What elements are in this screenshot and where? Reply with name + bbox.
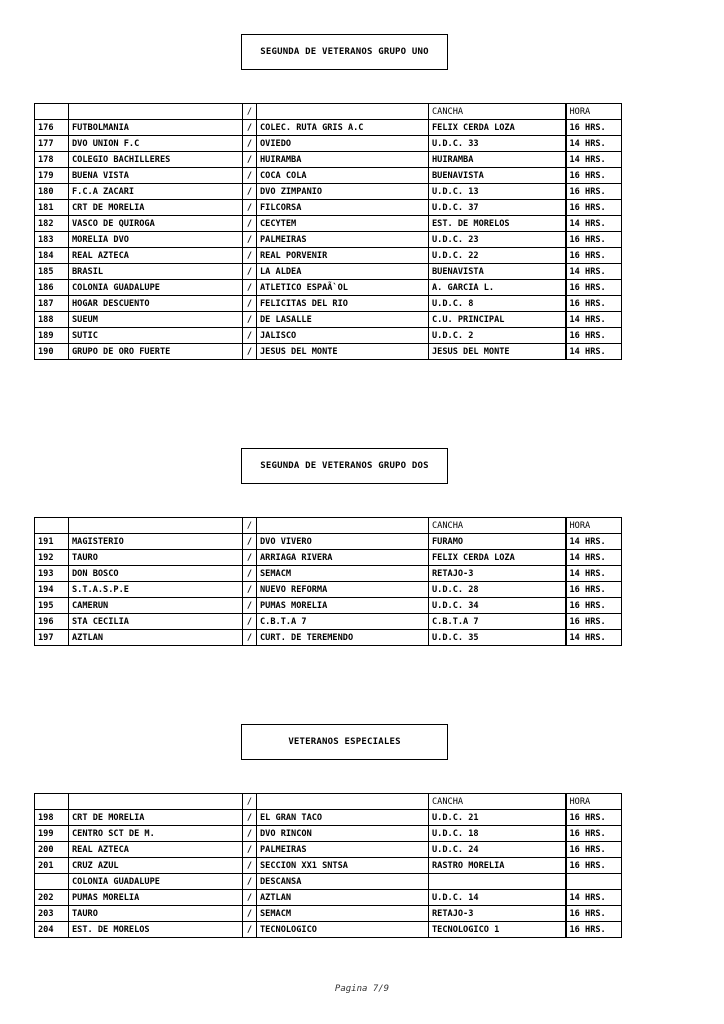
home-team: COLONIA GUADALUPE (69, 874, 243, 890)
away-team: NUEVO REFORMA (257, 582, 429, 598)
time: 16 HRS. (566, 858, 622, 874)
table-row (35, 598, 622, 614)
match-number: 198 (35, 810, 69, 826)
match-number: 202 (35, 890, 69, 906)
table-row (35, 630, 622, 646)
time: 16 HRS. (566, 328, 622, 344)
away-team: REAL PORVENIR (257, 248, 429, 264)
table-row (35, 582, 622, 598)
header-separator: / (243, 794, 257, 810)
time: 16 HRS. (566, 248, 622, 264)
time: 16 HRS. (566, 842, 622, 858)
match-number (35, 874, 69, 890)
match-number: 192 (35, 550, 69, 566)
separator: / (243, 906, 257, 922)
field: FELIX CERDA LOZA (429, 120, 566, 136)
time: 16 HRS. (566, 120, 622, 136)
table-row (35, 534, 622, 550)
separator: / (243, 534, 257, 550)
match-number: 180 (35, 184, 69, 200)
home-team: COLEGIO BACHILLERES (69, 152, 243, 168)
home-team: BRASIL (69, 264, 243, 280)
away-team: COCA COLA (257, 168, 429, 184)
section-title-text: SEGUNDA DE VETERANOS GRUPO DOS (260, 461, 429, 471)
match-number: 204 (35, 922, 69, 938)
header-number (35, 104, 69, 120)
away-team: DESCANSA (257, 874, 429, 890)
field: BUENAVISTA (429, 264, 566, 280)
field: FURAMO (429, 534, 566, 550)
away-team: COLEC. RUTA GRIS A.C (257, 120, 429, 136)
home-team: HOGAR DESCUENTO (69, 296, 243, 312)
away-team: OVIEDO (257, 136, 429, 152)
match-number: 186 (35, 280, 69, 296)
table-row (35, 614, 622, 630)
away-team: LA ALDEA (257, 264, 429, 280)
time: 14 HRS. (566, 264, 622, 280)
field: U.D.C. 18 (429, 826, 566, 842)
table-row (35, 344, 622, 360)
header-cancha: CANCHA (429, 518, 566, 534)
separator: / (243, 152, 257, 168)
table-row (35, 248, 622, 264)
field: HUIRAMBA (429, 152, 566, 168)
header-away (257, 794, 429, 810)
match-number: 178 (35, 152, 69, 168)
field (429, 874, 566, 890)
table-row (35, 810, 622, 826)
time: 16 HRS. (566, 296, 622, 312)
field: U.D.C. 13 (429, 184, 566, 200)
separator: / (243, 614, 257, 630)
match-number: 181 (35, 200, 69, 216)
away-team: JESUS DEL MONTE (257, 344, 429, 360)
field: U.D.C. 22 (429, 248, 566, 264)
away-team: AZTLAN (257, 890, 429, 906)
field: RETAJO-3 (429, 906, 566, 922)
field: U.D.C. 37 (429, 200, 566, 216)
table-row (35, 922, 622, 938)
away-team: SEMACM (257, 566, 429, 582)
page-footer (0, 984, 724, 994)
home-team: CRT DE MORELIA (69, 200, 243, 216)
field: RETAJO-3 (429, 566, 566, 582)
away-team: PALMEIRAS (257, 842, 429, 858)
match-number: 195 (35, 598, 69, 614)
separator: / (243, 858, 257, 874)
home-team: CAMERUN (69, 598, 243, 614)
header-home (69, 518, 243, 534)
match-number: 185 (35, 264, 69, 280)
match-number: 191 (35, 534, 69, 550)
home-team: CRT DE MORELIA (69, 810, 243, 826)
match-number: 194 (35, 582, 69, 598)
time: 14 HRS. (566, 890, 622, 906)
field: U.D.C. 34 (429, 598, 566, 614)
header-hora: HORA (566, 794, 622, 810)
home-team: FUTBOLMANIA (69, 120, 243, 136)
section-title-grupo-uno (241, 34, 448, 70)
time: 14 HRS. (566, 630, 622, 646)
time: 16 HRS. (566, 200, 622, 216)
home-team: CENTRO SCT DE M. (69, 826, 243, 842)
header-away (257, 104, 429, 120)
match-number: 193 (35, 566, 69, 582)
time: 14 HRS. (566, 534, 622, 550)
home-team: VASCO DE QUIROGA (69, 216, 243, 232)
field: RASTRO MORELIA (429, 858, 566, 874)
section-title-grupo-dos (241, 448, 448, 484)
time: 16 HRS. (566, 906, 622, 922)
field: BUENAVISTA (429, 168, 566, 184)
time: 14 HRS. (566, 550, 622, 566)
separator: / (243, 810, 257, 826)
field: FELIX CERDA LOZA (429, 550, 566, 566)
home-team: AZTLAN (69, 630, 243, 646)
match-number: 197 (35, 630, 69, 646)
header-hora: HORA (566, 518, 622, 534)
field: U.D.C. 23 (429, 232, 566, 248)
match-number: 179 (35, 168, 69, 184)
home-team: COLONIA GUADALUPE (69, 280, 243, 296)
home-team: TAURO (69, 550, 243, 566)
away-team: FILCORSA (257, 200, 429, 216)
time: 16 HRS. (566, 280, 622, 296)
home-team: STA CECILIA (69, 614, 243, 630)
time: 16 HRS. (566, 168, 622, 184)
field: U.D.C. 21 (429, 810, 566, 826)
field: A. GARCIA L. (429, 280, 566, 296)
separator: / (243, 922, 257, 938)
home-team: TAURO (69, 906, 243, 922)
home-team: GRUPO DE ORO FUERTE (69, 344, 243, 360)
match-number: 190 (35, 344, 69, 360)
header-separator: / (243, 518, 257, 534)
field: JESUS DEL MONTE (429, 344, 566, 360)
table-row (35, 120, 622, 136)
away-team: HUIRAMBA (257, 152, 429, 168)
time: 16 HRS. (566, 184, 622, 200)
field: U.D.C. 33 (429, 136, 566, 152)
fixtures-table-veteranos-especiales (34, 793, 622, 938)
time: 16 HRS. (566, 232, 622, 248)
away-team: PALMEIRAS (257, 232, 429, 248)
table-row (35, 184, 622, 200)
match-number: 177 (35, 136, 69, 152)
table-header-row (35, 794, 622, 810)
away-team: ATLETICO ESPAÃ`OL (257, 280, 429, 296)
match-number: 187 (35, 296, 69, 312)
home-team: REAL AZTECA (69, 842, 243, 858)
time: 14 HRS. (566, 566, 622, 582)
away-team: CECYTEM (257, 216, 429, 232)
match-number: 176 (35, 120, 69, 136)
table-row (35, 566, 622, 582)
match-number: 188 (35, 312, 69, 328)
separator: / (243, 842, 257, 858)
table-row (35, 874, 622, 890)
table-row (35, 216, 622, 232)
home-team: REAL AZTECA (69, 248, 243, 264)
separator: / (243, 312, 257, 328)
match-number: 200 (35, 842, 69, 858)
table-row (35, 136, 622, 152)
separator: / (243, 566, 257, 582)
away-team: EL GRAN TACO (257, 810, 429, 826)
match-number: 182 (35, 216, 69, 232)
away-team: ARRIAGA RIVERA (257, 550, 429, 566)
separator: / (243, 216, 257, 232)
home-team: DON BOSCO (69, 566, 243, 582)
page-number: Pagina 7/9 (334, 984, 390, 994)
field: C.B.T.A 7 (429, 614, 566, 630)
table-header-row (35, 518, 622, 534)
header-number (35, 794, 69, 810)
field: U.D.C. 28 (429, 582, 566, 598)
table-row (35, 168, 622, 184)
separator: / (243, 550, 257, 566)
home-team: DVO UNION F.C (69, 136, 243, 152)
match-number: 189 (35, 328, 69, 344)
header-cancha: CANCHA (429, 104, 566, 120)
time: 16 HRS. (566, 598, 622, 614)
table-row (35, 152, 622, 168)
match-number: 184 (35, 248, 69, 264)
home-team: EST. DE MORELOS (69, 922, 243, 938)
match-number: 201 (35, 858, 69, 874)
time: 14 HRS. (566, 152, 622, 168)
table-row (35, 550, 622, 566)
separator: / (243, 582, 257, 598)
match-number: 199 (35, 826, 69, 842)
table-row (35, 296, 622, 312)
home-team: PUMAS MORELIA (69, 890, 243, 906)
header-home (69, 794, 243, 810)
away-team: SECCION XX1 SNTSA (257, 858, 429, 874)
time: 16 HRS. (566, 810, 622, 826)
section-title-text: VETERANOS ESPECIALES (288, 737, 401, 747)
away-team: DVO RINCON (257, 826, 429, 842)
field: TECNOLOGICO 1 (429, 922, 566, 938)
time: 16 HRS. (566, 582, 622, 598)
section-title-text: SEGUNDA DE VETERANOS GRUPO UNO (260, 47, 429, 57)
field: U.D.C. 8 (429, 296, 566, 312)
separator: / (243, 136, 257, 152)
away-team: PUMAS MORELIA (257, 598, 429, 614)
away-team: JALISCO (257, 328, 429, 344)
header-number (35, 518, 69, 534)
time: 16 HRS. (566, 614, 622, 630)
home-team: CRUZ AZUL (69, 858, 243, 874)
field: EST. DE MORELOS (429, 216, 566, 232)
home-team: MORELIA DVO (69, 232, 243, 248)
separator: / (243, 280, 257, 296)
table-row (35, 906, 622, 922)
separator: / (243, 120, 257, 136)
separator: / (243, 328, 257, 344)
time: 16 HRS. (566, 826, 622, 842)
away-team: SEMACM (257, 906, 429, 922)
time: 14 HRS. (566, 216, 622, 232)
table-row (35, 232, 622, 248)
home-team: SUTIC (69, 328, 243, 344)
table-row (35, 200, 622, 216)
away-team: TECNOLOGICO (257, 922, 429, 938)
table-row (35, 842, 622, 858)
fixtures-table-grupo-dos (34, 517, 622, 646)
home-team: S.T.A.S.P.E (69, 582, 243, 598)
header-hora: HORA (566, 104, 622, 120)
field: U.D.C. 2 (429, 328, 566, 344)
separator: / (243, 168, 257, 184)
fixtures-table-grupo-uno (34, 103, 622, 360)
table-row (35, 858, 622, 874)
away-team: CURT. DE TEREMENDO (257, 630, 429, 646)
table-row (35, 826, 622, 842)
time: 16 HRS. (566, 922, 622, 938)
match-number: 203 (35, 906, 69, 922)
away-team: DE LASALLE (257, 312, 429, 328)
separator: / (243, 264, 257, 280)
home-team: BUENA VISTA (69, 168, 243, 184)
table-row (35, 890, 622, 906)
header-cancha: CANCHA (429, 794, 566, 810)
table-row (35, 312, 622, 328)
table-row (35, 264, 622, 280)
away-team: DVO VIVERO (257, 534, 429, 550)
separator: / (243, 248, 257, 264)
header-separator: / (243, 104, 257, 120)
time: 14 HRS. (566, 136, 622, 152)
table-header-row (35, 104, 622, 120)
separator: / (243, 630, 257, 646)
separator: / (243, 200, 257, 216)
match-number: 196 (35, 614, 69, 630)
home-team: MAGISTERIO (69, 534, 243, 550)
away-team: FELICITAS DEL RIO (257, 296, 429, 312)
header-away (257, 518, 429, 534)
home-team: F.C.A ZACARI (69, 184, 243, 200)
table-row (35, 328, 622, 344)
time (566, 874, 622, 890)
away-team: DVO ZIMPANIO (257, 184, 429, 200)
field: U.D.C. 14 (429, 890, 566, 906)
field: U.D.C. 35 (429, 630, 566, 646)
time: 14 HRS. (566, 344, 622, 360)
section-title-veteranos-especiales (241, 724, 448, 760)
away-team: C.B.T.A 7 (257, 614, 429, 630)
header-home (69, 104, 243, 120)
separator: / (243, 598, 257, 614)
separator: / (243, 890, 257, 906)
separator: / (243, 826, 257, 842)
separator: / (243, 232, 257, 248)
separator: / (243, 874, 257, 890)
field: U.D.C. 24 (429, 842, 566, 858)
separator: / (243, 344, 257, 360)
home-team: SUEUM (69, 312, 243, 328)
field: C.U. PRINCIPAL (429, 312, 566, 328)
time: 14 HRS. (566, 312, 622, 328)
table-row (35, 280, 622, 296)
match-number: 183 (35, 232, 69, 248)
separator: / (243, 296, 257, 312)
separator: / (243, 184, 257, 200)
